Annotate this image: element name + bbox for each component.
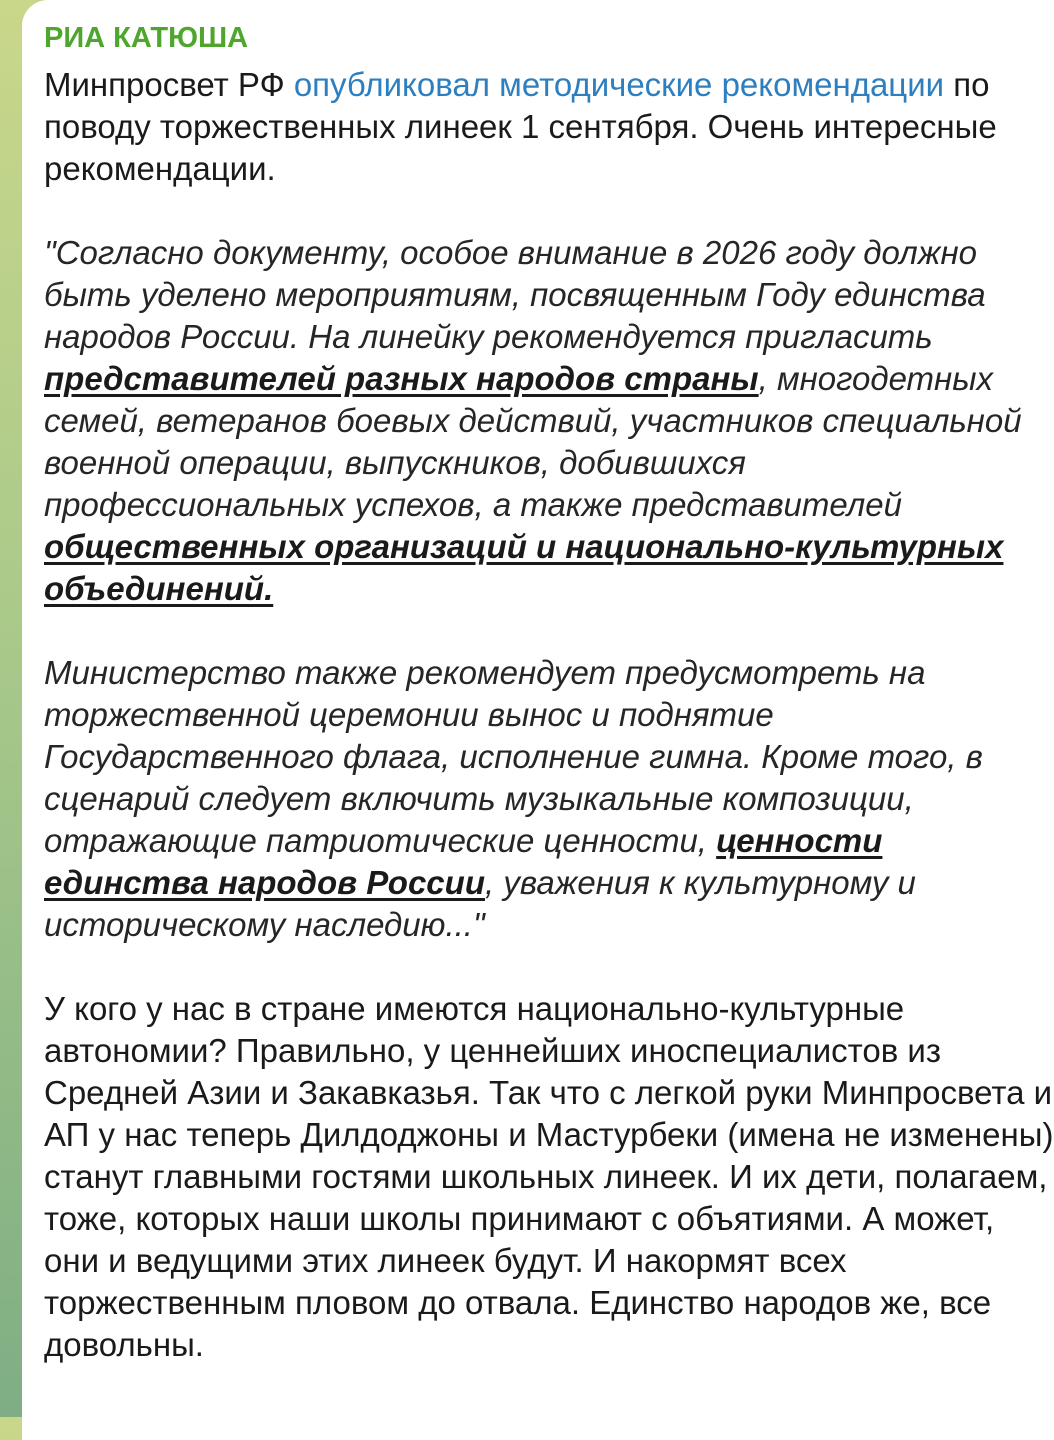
intro-text-end: по поводу торжественных линеек 1 сентября. Очень интересные рекомендации. [44,66,997,187]
quote1-bold-peoples: представителей разных народов страны [44,360,759,397]
quote1-text-b: , многодетных семей, ветеранов боевых действий, участников специальной военной операции, выпускников, добившихся профессиональных успехов, а также представителей [44,360,1022,523]
quote1-text-a: "Согласно документу, особое внимание в 2026 году должно быть уделено мероприятиям, посвященным Году единства народов России. На линейку рекомендуется пригласить [44,234,986,355]
quote1-bold-organizations: общественных организаций и национально-культурных объединений. [44,528,1004,607]
quote2-text-b: , уважения к культурному и историческому наследию..." [44,864,916,943]
intro-text-start: Минпросвет РФ [44,66,294,103]
quote2-text-a: Министерство также рекомендует предусмотреть на торжественной церемонии вынос и поднятие Государственного флага, исполнение гимна. Кроме того, в сценарий следует включить музыкальные композиции, отражающие патриотические ценности, [44,654,983,859]
message-paragraph-intro [44,64,1054,190]
message-paragraph-comment: У кого у нас в стране имеются национально-культурные автономии? Правильно, у ценнейших иноспециалистов из Средней Азии и Закавказья. Так что с легкой руки Минпросвета и АП у нас теперь Дилдоджоны и Мастурбеки (имена не изменены) станут главными гостями школьных линеек. И их дети, полагаем, тоже, которых наши школы принимают с объятиями. А может, они и ведущими этих линеек будут. И накормят всех торжественным пловом до отвала. Единство народов же, все довольны. [44,990,1054,1363]
quote2-bold-unity: ценности единства народов России [44,822,883,901]
message-bubble [22,0,1054,1440]
channel-name[interactable]: РИА КАТЮША [44,22,249,54]
message-quote-second [44,652,1054,946]
message-quote-first [44,232,1054,610]
methodical-recommendations-link[interactable]: опубликовал методические рекомендации [293,66,945,103]
